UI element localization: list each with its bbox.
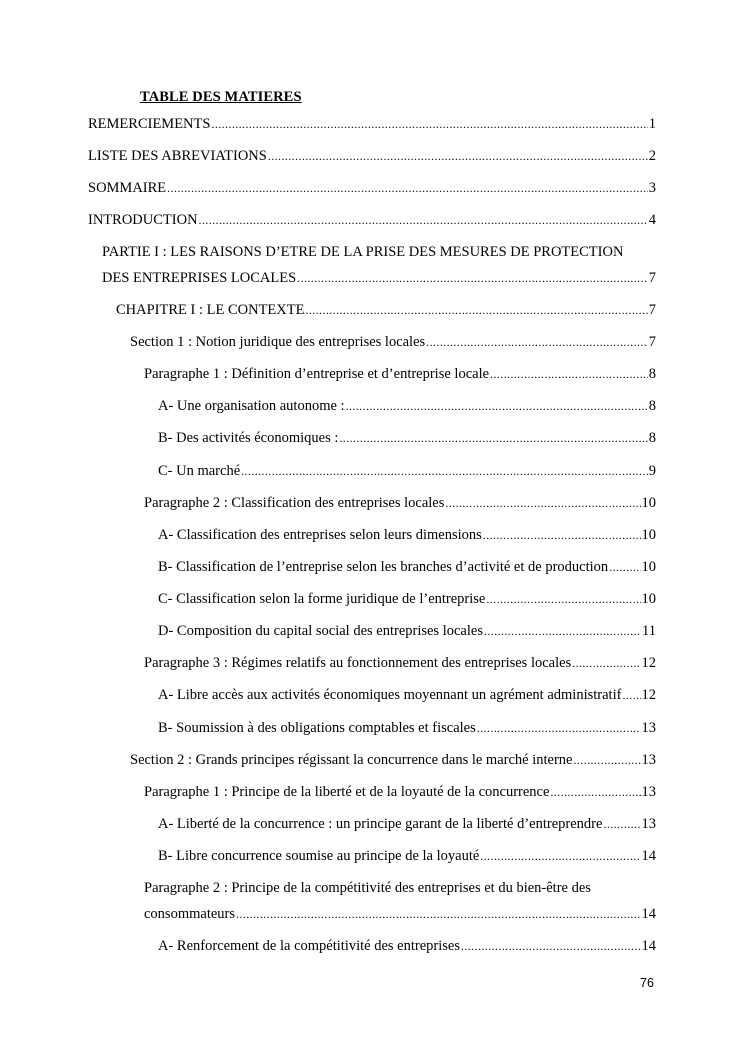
toc-entry-un-marche[interactable]: [158, 462, 656, 480]
toc-entry-liberte-concurrence[interactable]: [158, 815, 656, 833]
toc-leader-dots: [167, 179, 648, 197]
toc-entry-text: B- Classification de l’entreprise selon les branches d’activité et de production: [158, 559, 609, 575]
toc-entry-text: B- Des activités économiques :: [158, 430, 339, 446]
toc-leader-dots: [199, 211, 648, 229]
toc-entry-classification-forme-juridique[interactable]: [158, 590, 656, 608]
toc-entry-text: Paragraphe 1 : Définition d’entreprise et d’entreprise locale: [144, 366, 490, 382]
toc-leader-dots: [305, 301, 647, 319]
toc-leader-dots: [241, 462, 648, 480]
toc-leader-dots: [573, 751, 640, 769]
toc-entry-page: 14: [641, 938, 656, 954]
toc-leader-dots: [490, 365, 648, 383]
toc-entry-page: 11: [642, 623, 656, 639]
toc-entry-page: 4: [648, 212, 656, 228]
toc-entry-page: 1: [648, 116, 656, 132]
toc-entry-text: D- Composition du capital social des entreprises locales: [158, 623, 483, 639]
toc-entry-classification-branches[interactable]: [158, 558, 656, 576]
toc-entry-remerciements[interactable]: [88, 115, 656, 133]
toc-entry-page: 7: [648, 302, 656, 318]
toc-entry-libre-concurrence-loyaute[interactable]: [158, 847, 656, 865]
toc-entry-text: SOMMAIRE: [88, 180, 167, 196]
toc-entry-partie-1-line1[interactable]: PARTIE I : LES RAISONS D’ETRE DE LA PRISE DES MESURES DE PROTECTION: [102, 244, 624, 260]
toc-leader-dots: [486, 590, 640, 608]
toc-entry-page: 2: [648, 148, 656, 164]
toc-entry-text: LISTE DES ABREVIATIONS: [88, 148, 267, 164]
toc-entry-page: 10: [641, 559, 656, 575]
toc-leader-dots: [236, 905, 640, 923]
toc-entry-page: 7: [648, 270, 656, 286]
toc-leader-dots: [426, 333, 648, 351]
toc-leader-dots: [483, 526, 641, 544]
toc-entry-page: 13: [641, 752, 656, 768]
toc-entry-paragraphe-3[interactable]: [144, 654, 656, 672]
toc-entry-section-1[interactable]: [130, 333, 656, 351]
toc-entry-chapitre-1[interactable]: [116, 301, 656, 319]
toc-entry-libre-acces[interactable]: [158, 686, 656, 704]
toc-entry-page: 8: [648, 366, 656, 382]
toc-entry-classification-dimensions[interactable]: [158, 526, 656, 544]
toc-entry-section-2[interactable]: [130, 751, 656, 769]
page-number: 76: [640, 976, 654, 990]
toc-title: TABLE DES MATIERES: [140, 89, 302, 105]
toc-entry-text: C- Classification selon la forme juridique de l’entreprise: [158, 591, 486, 607]
toc-entry-paragraphe-1[interactable]: [144, 365, 656, 383]
toc-entry-text: A- Renforcement de la compétitivité des entreprises: [158, 938, 460, 954]
toc-leader-dots: [346, 397, 648, 415]
toc-entry-organisation-autonome[interactable]: [158, 397, 656, 415]
toc-entry-text: A- Classification des entreprises selon leurs dimensions: [158, 527, 482, 543]
toc-leader-dots: [484, 622, 641, 640]
toc-entry-text: Paragraphe 1 : Principe de la liberté et de la loyauté de la concurrence: [144, 784, 550, 800]
toc-entry-composition-capital[interactable]: [158, 622, 656, 640]
toc-leader-dots: [480, 847, 640, 865]
toc-leader-dots: [268, 147, 648, 165]
toc-entry-page: 8: [648, 398, 656, 414]
toc-entry-text: DES ENTREPRISES LOCALES: [102, 270, 297, 286]
toc-entry-section-2-paragraphe-1[interactable]: [144, 783, 656, 801]
toc-entry-page: 13: [641, 720, 656, 736]
toc-entry-text: INTRODUCTION: [88, 212, 198, 228]
toc-entry-section-2-paragraphe-2-line1[interactable]: Paragraphe 2 : Principe de la compétitivité des entreprises et du bien-être des: [144, 880, 591, 896]
toc-entry-text: C- Un marché: [158, 463, 241, 479]
toc-leader-dots: [622, 686, 640, 704]
toc-leader-dots: [339, 429, 647, 447]
toc-entry-text: Paragraphe 2 : Classification des entreprises locales: [144, 495, 445, 511]
toc-entry-page: 13: [641, 784, 656, 800]
toc-leader-dots: [603, 815, 640, 833]
toc-leader-dots: [609, 558, 640, 576]
toc-entry-text: A- Liberté de la concurrence : un principe garant de la liberté d’entreprendre: [158, 816, 603, 832]
toc-entry-text: B- Libre concurrence soumise au principe de la loyauté: [158, 848, 480, 864]
toc-entry-section-2-paragraphe-2[interactable]: [144, 905, 656, 923]
toc-leader-dots: [297, 269, 648, 287]
toc-leader-dots: [211, 115, 647, 133]
toc-entry-page: 3: [648, 180, 656, 196]
toc-leader-dots: [477, 719, 641, 737]
toc-entry-soumission-obligations[interactable]: [158, 719, 656, 737]
toc-entry-page: 14: [641, 906, 656, 922]
toc-entry-partie-1[interactable]: [102, 269, 656, 287]
toc-entry-sommaire[interactable]: [88, 179, 656, 197]
toc-entry-text: CHAPITRE I : LE CONTEXTE: [116, 302, 305, 318]
toc-leader-dots: [445, 494, 640, 512]
toc-entry-text: Paragraphe 3 : Régimes relatifs au fonctionnement des entreprises locales: [144, 655, 572, 671]
toc-entry-text: Section 2 : Grands principes régissant la concurrence dans le marché interne: [130, 752, 573, 768]
toc-entry-renforcement-competitivite[interactable]: [158, 937, 656, 955]
toc-entry-text: B- Soumission à des obligations comptables et fiscales: [158, 720, 476, 736]
toc-entry-page: 10: [641, 495, 656, 511]
toc-entry-abreviations[interactable]: [88, 147, 656, 165]
toc-entry-page: 12: [641, 655, 656, 671]
toc-entry-text: A- Une organisation autonome :: [158, 398, 345, 414]
toc-entry-page: 13: [641, 816, 656, 832]
toc-entry-text: REMERCIEMENTS: [88, 116, 211, 132]
toc-entry-activites-economiques[interactable]: [158, 429, 656, 447]
toc-entry-introduction[interactable]: [88, 211, 656, 229]
toc-entry-page: 10: [641, 527, 656, 543]
toc-entry-page: 9: [648, 463, 656, 479]
toc-entry-paragraphe-2[interactable]: [144, 494, 656, 512]
toc-entry-page: 14: [641, 848, 656, 864]
toc-entry-page: 10: [641, 591, 656, 607]
toc-entry-text: Section 1 : Notion juridique des entreprises locales: [130, 334, 426, 350]
toc-leader-dots: [550, 783, 640, 801]
toc-entry-text: A- Libre accès aux activités économiques moyennant un agrément administratif: [158, 687, 622, 703]
toc-entry-page: 12: [641, 687, 656, 703]
toc-entry-page: 8: [648, 430, 656, 446]
toc-leader-dots: [572, 654, 640, 672]
toc-leader-dots: [461, 937, 641, 955]
toc-entry-page: 7: [648, 334, 656, 350]
toc-entry-text: consommateurs: [144, 906, 236, 922]
